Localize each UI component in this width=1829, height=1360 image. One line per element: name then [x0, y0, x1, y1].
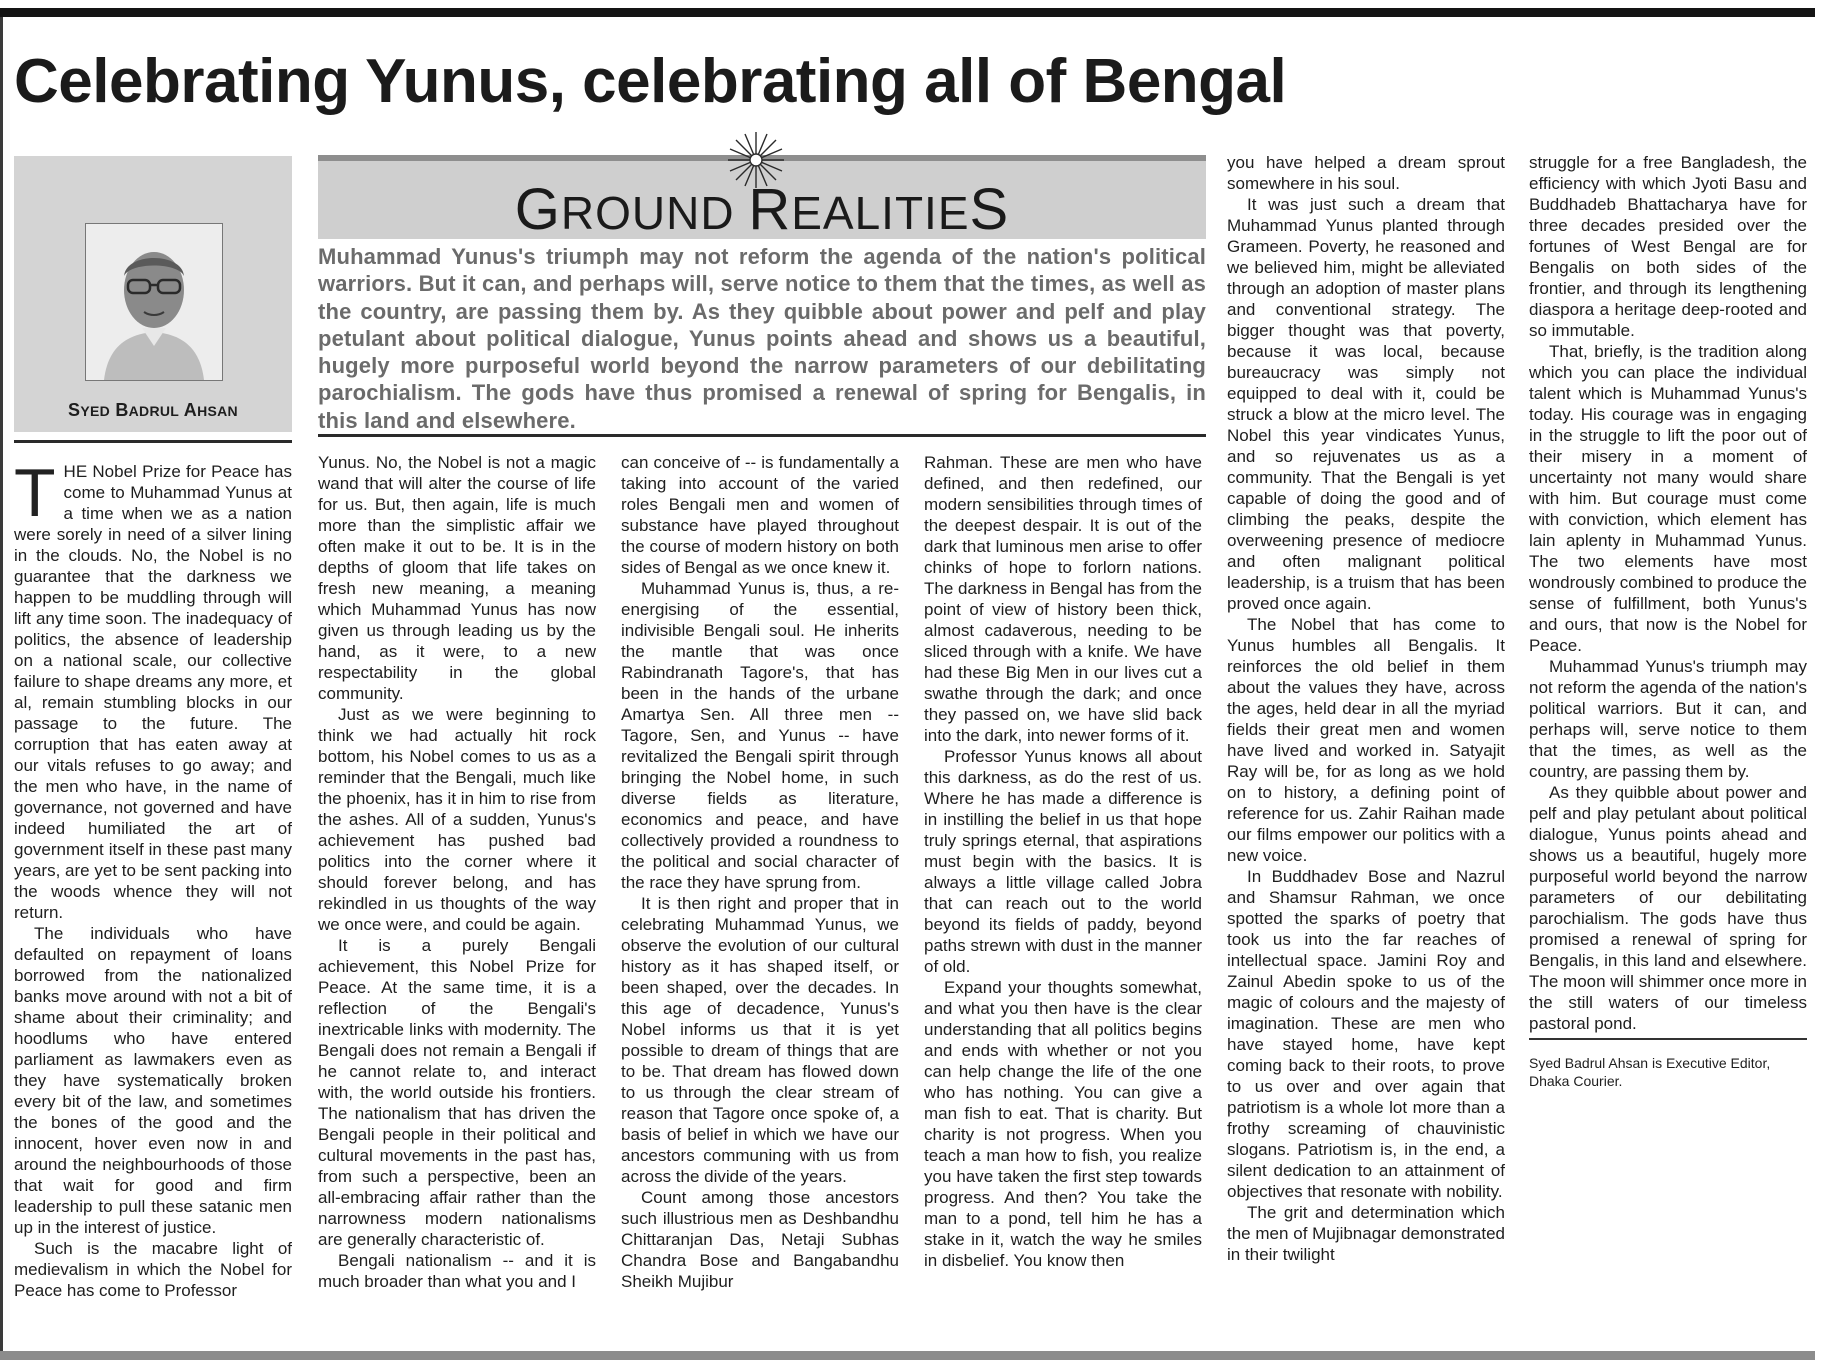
paragraph: It is a purely Bengali achievement, this Nobel Prize for Peace. At the same time, it is a reflection of the Bengali's inextricable links with modernity. The Bengali does not remain a Bengali if he cannot relate to, and interact with, the world outside his frontiers. The nationalism that has driven the Bengali people in their political and cultural movements in the past has, from such a perspective, been an all-embracing affair rather than the narrowness modern nationalisms are generally characteristic of.: [318, 936, 596, 1249]
article-column-6: [1529, 152, 1807, 1090]
author-box: [14, 156, 292, 432]
paragraph: In Buddhadev Bose and Nazrul and Shamsur Rahman, we once spotted the sparks of poetry that took us into the far reaches of intellectual space. Jamini Roy and Zainul Abedin spoke to us of the magic of colours and the majesty of imagination. These are men who have stayed home, have kept coming back to their roots, to prove to us over and over again that patriotism is a whole lot more than a frothy screaming of chauvinistic slogans. Patriotism is, in the end, a silent dedication to an attainment of objectives that resonate with nobility.: [1227, 867, 1505, 1201]
paragraph: The individuals who have defaulted on repayment of loans borrowed from the nationalized banks move around with not a bit of shame about their criminality; and hoodlums who have entered parliament as lawmakers even as they have systematically broken every bit of the law, and sometimes the bones of the good and the innocent, hover even now in and around the neighbourhoods of those that wait for good and firm leadership to pull these satanic men up in the interest of justice.: [14, 924, 292, 1237]
paragraph: struggle for a free Bangladesh, the efficiency with which Jyoti Basu and Buddhadeb Bhattacharya have for three decades presided over the fortunes of West Bengal are for Bengalis on both sides of the frontier, and through its lengthening diaspora a heritage deep-rooted and so immutable.: [1529, 153, 1807, 340]
article-column-3: [621, 452, 899, 1292]
left-edge-rule: [0, 17, 3, 1351]
paragraph: Expand your thoughts somewhat, and what you then have is the clear understanding that all politics begins and ends with whether or not you can help change the life of the one who has nothing. You can give a man fish to eat. That is charity. But charity is not progress. When you teach a man how to fish, you realize you have taken the first step towards progress. And then? You take the man to a pond, tell him he has a stake in it, watch the way he smiles in disbelief. You know then: [924, 978, 1202, 1270]
paragraph: Rahman. These are men who have defined, and then redefined, our modern sensibilities through times of the deepest despair. It is out of the dark that luminous men arise to offer chinks of hope to forlorn nations. The darkness in Bengal has from the point of view of history been thick, almost cadaverous, needing to be sliced through with a knife. We have had these Big Men in our lives cut a swathe through the dark; and once they passed on, we have slid back into the dark, into newer forms of it.: [924, 453, 1202, 745]
article-column-4: [924, 452, 1202, 1271]
paragraph: The grit and determination which the men of Mujibnagar demonstrated in their twilight: [1227, 1203, 1505, 1264]
paragraph: Such is the macabre light of medievalism in which the Nobel for Peace has come to Professor: [14, 1239, 292, 1300]
footnote-rule: [1529, 1038, 1807, 1040]
author-portrait-icon: [86, 224, 222, 380]
article-column-5: [1227, 152, 1505, 1265]
paragraph: Muhammad Yunus is, thus, a re-energising of the essential, indivisible Bengali soul. He inherits the mantle that was once Rabindranath Tagore's, that has been in the hands of the urbane Amartya Sen. All three men -- Tagore, Sen, and Yunus -- have revitalized the Bengali spirit through bringing the Nobel home, in such diverse fields as literature, economics and peace, and have collectively provided a roundness to the political and social character of the race they have sprung from.: [621, 579, 899, 892]
starburst-icon: [726, 130, 786, 190]
intro-rule: [318, 434, 1206, 437]
author-name: SYED BADRUL AHSAN: [68, 400, 238, 420]
headline: Celebrating Yunus, celebrating all of Bengal: [14, 47, 1287, 116]
paragraph: It is then right and proper that in celebrating Muhammad Yunus, we observe the evolution of our cultural history as it has shaped itself, or been shaped, over the decades. In this age of decadence, Yunus's Nobel informs us that it is yet possible to dream of things that are to be. That dream has flowed down to us through the clear stream of reason that Tagore once spoke of, a basis of belief in which we have our ancestors communing with us from across the divide of the years.: [621, 894, 899, 1186]
paragraph: THE Nobel Prize for Peace has come to Muhammad Yunus at a time when we as a nation were sorely in need of a silver lining in the clouds. No, the Nobel is no guarantee that the darkness we happen to be muddling through will lift any time soon. The inadequacy of politics, the absence of leadership on a national scale, our collective failure to shape dreams any more, et al, remain stumbling blocks in our passage to the future. The corruption that has eaten away at our vitals refuses to go away; and the men who have, in the name of governance, not governed and have indeed humiliated the art of government itself in these past many years, are yet to be sent packing into the woods whence they will not return.: [14, 455, 292, 922]
paragraph: Just as we were beginning to think we had actually hit rock bottom, his Nobel comes to us as a reminder that the Bengali, much like the phoenix, has it in him to rise from the ashes. All of a sudden, Yunus's achievement has pushed bad politics into the corner where it should forever belong, and has rekindled in us thoughts of the way we once were, and could be again.: [318, 705, 596, 934]
paragraph: Professor Yunus knows all about this darkness, as do the rest of us. Where he has made a difference is in instilling the belief in us that hope truly springs eternal, that aspirations must begin with the basics. It is always a little village called Jobra that can reach out to the world beyond its fields of paddy, beyond paths strewn with dust in the manner of old.: [924, 747, 1202, 976]
top-rule: [0, 8, 1815, 17]
author-photo: [85, 223, 223, 381]
article-column-2: [318, 452, 596, 1292]
article-column-1: [14, 455, 292, 1301]
author-footnote: Syed Badrul Ahsan is Executive Editor, Dhaka Courier.: [1529, 1055, 1771, 1089]
paragraph: Count among those ancestors such illustrious men as Deshbandhu Chittaranjan Das, Netaji Subhas Chandra Bose and Bangabandhu Sheikh Mujibur: [621, 1188, 899, 1291]
bottom-rule: [0, 1351, 1815, 1360]
paragraph: can conceive of -- is fundamentally a taking into account of the varied roles Bengali men and women of substance have played throughout the course of modern history on both sides of Bengal as we once knew it.: [621, 453, 899, 577]
paragraph: As they quibble about power and pelf and play petulant about political dialogue, Yunus points ahead and shows us a beautiful, hugely more purposeful world beyond the narrow parameters of our debilitating parochialism. The gods have thus promised a renewal of spring for Bengalis, in this land and elsewhere. The moon will shimmer once more in the still waters of our timeless pastoral pond.: [1529, 783, 1807, 1033]
drop-cap: T: [14, 455, 56, 531]
paragraph: you have helped a dream sprout somewhere in his soul.: [1227, 153, 1505, 193]
paragraph: It was just such a dream that Muhammad Yunus planted through Grameen. Poverty, he reasoned and we believed him, might be alleviated through an adoption of master plans and conventional strategy. The bigger thought was that poverty, because it was local, because bureaucracy was simply not equipped to deal with it, could be struck a blow at the micro level. The Nobel this year vindicates Yunus, and so rejuvenates us as a community. That the Bengali is yet capable of doing the good and of climbing the peaks, despite the overweening presence of mediocre and often malignant political leadership, is a truism that has been proved once again.: [1227, 195, 1505, 613]
paragraph: Muhammad Yunus's triumph may not reform the agenda of the nation's political warriors. But it can, and perhaps will, serve notice to them that the times, as well as the country, are passing them by.: [1529, 657, 1807, 781]
author-rule: [14, 440, 292, 443]
column-banner-title: GROUND REALITIES: [514, 177, 1010, 242]
paragraph: Yunus. No, the Nobel is not a magic wand that will alter the course of life for us. But, then again, life is much more than the simplistic affair we often make it out to be. It is in the depths of gloom that life takes on fresh new meaning, a meaning which Muhammad Yunus has now given us through leading us by the hand, as it were, to a new respectability in the global community.: [318, 453, 596, 703]
paragraph: That, briefly, is the tradition along which you can place the individual talent which is Muhammad Yunus's today. His courage was in engaging in the struggle to lift the poor out of their misery in a moment of uncertainty not many would share with him. But courage must come with conviction, which element has lain aplenty in Muhammad Yunus. The two elements have most wondrously combined to produce the sense of fulfillment, both Yunus's and ours, that now is the Nobel for Peace.: [1529, 342, 1807, 655]
paragraph: The Nobel that has come to Yunus humbles all Bengalis. It reinforces the old belief in them about the values they have, across the ages, held dear in all the myriad fields their great men and women have lived and worked in. Satyajit Ray will be, for as long as we hold on to history, a defining point of reference for us. Zahir Raihan made our films empower our politics with a new voice.: [1227, 615, 1505, 865]
intro-deck: Muhammad Yunus's triumph may not reform the agenda of the nation's political warriors. But it can, and perhaps will, serve notice to them that the times, as well as the country, are passing them by. As they quibble about power and pelf and play petulant about political dialogue, Yunus points ahead and shows us a beautiful, hugely more purposeful world beyond the narrow parameters of our debilitating parochialism. The gods have thus promised a renewal of spring for Bengalis, in this land and elsewhere.: [318, 244, 1206, 433]
paragraph: Bengali nationalism -- and it is much broader than what you and I: [318, 1251, 596, 1291]
